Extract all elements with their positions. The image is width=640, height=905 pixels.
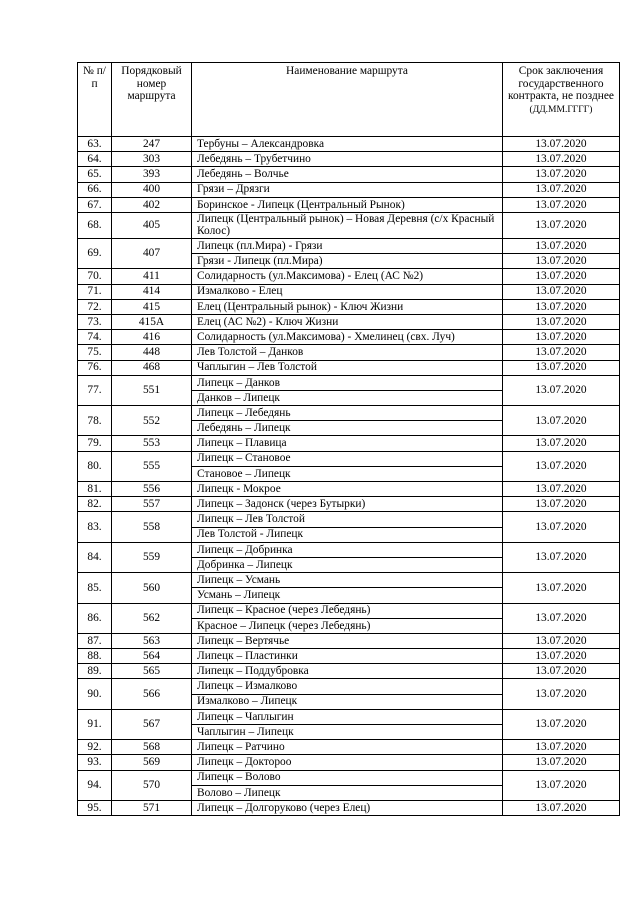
row-number: 87. — [78, 633, 112, 648]
route-name: Липецк – Поддубровка — [192, 664, 503, 679]
contract-deadline: 13.07.2020 — [503, 137, 620, 152]
table-row — [78, 451, 620, 466]
route-name: Солидарность (ул.Максимова) - Елец (АС №2) — [192, 269, 503, 284]
route-name: Добринка – Липецк — [192, 557, 503, 572]
row-number: 72. — [78, 299, 112, 314]
route-name: Солидарность (ул.Максимова) - Хмелинец (свх. Луч) — [192, 330, 503, 345]
contract-deadline: 13.07.2020 — [503, 451, 620, 481]
row-number: 66. — [78, 182, 112, 197]
contract-deadline: 13.07.2020 — [503, 633, 620, 648]
route-name: Елец (Центральный рынок) - Ключ Жизни — [192, 299, 503, 314]
table-row — [78, 406, 620, 421]
header-deadline — [503, 63, 620, 137]
route-code: 555 — [112, 451, 192, 481]
table-row — [78, 299, 620, 314]
row-number: 92. — [78, 740, 112, 755]
route-code: 415 — [112, 299, 192, 314]
route-code: 415А — [112, 314, 192, 329]
route-name: Тербуны – Александровка — [192, 137, 503, 152]
route-name: Грязи - Липецк (пл.Мира) — [192, 254, 503, 269]
route-code: 393 — [112, 167, 192, 182]
route-code: 303 — [112, 152, 192, 167]
route-name: Липецк – Долгоруково (через Елец) — [192, 800, 503, 815]
contract-deadline: 13.07.2020 — [503, 239, 620, 254]
route-code: 400 — [112, 182, 192, 197]
row-number: 82. — [78, 497, 112, 512]
table-row — [78, 330, 620, 345]
row-number: 84. — [78, 542, 112, 572]
route-name: Липецк – Лев Толстой — [192, 512, 503, 527]
table-row — [78, 197, 620, 212]
table-row — [78, 633, 620, 648]
table-row — [78, 664, 620, 679]
table-row — [78, 345, 620, 360]
row-number: 90. — [78, 679, 112, 709]
header-num: № п/п — [78, 63, 112, 137]
table-row — [78, 512, 620, 527]
contract-deadline: 13.07.2020 — [503, 512, 620, 542]
table-row — [78, 137, 620, 152]
row-number: 89. — [78, 664, 112, 679]
contract-deadline: 13.07.2020 — [503, 740, 620, 755]
route-code: 247 — [112, 137, 192, 152]
route-name: Грязи – Дрязги — [192, 182, 503, 197]
route-name: Липецк – Плавица — [192, 436, 503, 451]
table-row — [78, 800, 620, 815]
route-name: Данков – Липецк — [192, 390, 503, 405]
route-name: Липецк – Лебедянь — [192, 406, 503, 421]
route-name: Красное – Липецк (через Лебедянь) — [192, 618, 503, 633]
route-code: 556 — [112, 482, 192, 497]
route-name: Липецк – Чаплыгин — [192, 709, 503, 724]
route-code: 563 — [112, 633, 192, 648]
row-number: 67. — [78, 197, 112, 212]
route-code: 558 — [112, 512, 192, 542]
row-number: 76. — [78, 360, 112, 375]
route-name: Усмань – Липецк — [192, 588, 503, 603]
route-code: 411 — [112, 269, 192, 284]
row-number: 65. — [78, 167, 112, 182]
route-name: Боринское - Липецк (Центральный Рынок) — [192, 197, 503, 212]
route-name: Липецк – Измалково — [192, 679, 503, 694]
route-code: 562 — [112, 603, 192, 633]
route-code: 405 — [112, 212, 192, 238]
contract-deadline: 13.07.2020 — [503, 375, 620, 405]
row-number: 73. — [78, 314, 112, 329]
contract-deadline: 13.07.2020 — [503, 436, 620, 451]
contract-deadline: 13.07.2020 — [503, 770, 620, 800]
contract-deadline: 13.07.2020 — [503, 254, 620, 269]
row-number: 77. — [78, 375, 112, 405]
route-code: 568 — [112, 740, 192, 755]
row-number: 64. — [78, 152, 112, 167]
route-name: Чаплыгин – Лев Толстой — [192, 360, 503, 375]
contract-deadline: 13.07.2020 — [503, 330, 620, 345]
routes-table — [77, 62, 620, 816]
table-row — [78, 679, 620, 694]
table-row — [78, 709, 620, 724]
route-name: Липецк (пл.Мира) - Грязи — [192, 239, 503, 254]
row-number: 78. — [78, 406, 112, 436]
table-row — [78, 152, 620, 167]
row-number: 70. — [78, 269, 112, 284]
route-name: Липецк – Вертячье — [192, 633, 503, 648]
table-row — [78, 755, 620, 770]
route-code: 551 — [112, 375, 192, 405]
contract-deadline: 13.07.2020 — [503, 573, 620, 603]
route-code: 414 — [112, 284, 192, 299]
route-code: 553 — [112, 436, 192, 451]
contract-deadline: 13.07.2020 — [503, 800, 620, 815]
row-number: 68. — [78, 212, 112, 238]
route-name: Елец (АС №2) - Ключ Жизни — [192, 314, 503, 329]
row-number: 63. — [78, 137, 112, 152]
route-code: 559 — [112, 542, 192, 572]
contract-deadline: 13.07.2020 — [503, 269, 620, 284]
table-row — [78, 740, 620, 755]
route-code: 552 — [112, 406, 192, 436]
table-row — [78, 212, 620, 238]
route-name: Липецк (Центральный рынок) – Новая Деревня (с/х Красный Колос) — [192, 212, 503, 238]
table-row — [78, 167, 620, 182]
table-row — [78, 603, 620, 618]
contract-deadline: 13.07.2020 — [503, 406, 620, 436]
row-number: 91. — [78, 709, 112, 739]
table-row — [78, 542, 620, 557]
route-name: Лев Толстой - Липецк — [192, 527, 503, 542]
header-deadline-label: Срок заключения государственного контракта, не позднее — [508, 65, 614, 103]
contract-deadline: 13.07.2020 — [503, 152, 620, 167]
contract-deadline: 13.07.2020 — [503, 182, 620, 197]
contract-deadline: 13.07.2020 — [503, 345, 620, 360]
route-name: Липецк – Красное (через Лебедянь) — [192, 603, 503, 618]
contract-deadline: 13.07.2020 — [503, 299, 620, 314]
route-code: 560 — [112, 573, 192, 603]
contract-deadline: 13.07.2020 — [503, 649, 620, 664]
route-code: 557 — [112, 497, 192, 512]
route-name: Липецк - Мокрое — [192, 482, 503, 497]
table-body — [78, 137, 620, 816]
route-name: Липецк – Становое — [192, 451, 503, 466]
row-number: 81. — [78, 482, 112, 497]
route-name: Лебедянь – Липецк — [192, 421, 503, 436]
row-number: 75. — [78, 345, 112, 360]
route-name: Липецк – Данков — [192, 375, 503, 390]
table-row — [78, 770, 620, 785]
row-number: 93. — [78, 755, 112, 770]
row-number: 85. — [78, 573, 112, 603]
route-code: 571 — [112, 800, 192, 815]
table-header-row — [78, 63, 620, 137]
contract-deadline: 13.07.2020 — [503, 679, 620, 709]
row-number: 88. — [78, 649, 112, 664]
route-name: Липецк – Добринка — [192, 542, 503, 557]
contract-deadline: 13.07.2020 — [503, 755, 620, 770]
route-code: 407 — [112, 239, 192, 269]
table-row — [78, 284, 620, 299]
contract-deadline: 13.07.2020 — [503, 167, 620, 182]
route-name: Липецк – Пластинки — [192, 649, 503, 664]
table-row — [78, 360, 620, 375]
row-number: 94. — [78, 770, 112, 800]
route-code: 570 — [112, 770, 192, 800]
contract-deadline: 13.07.2020 — [503, 603, 620, 633]
route-name: Липецк – Задонск (через Бутырки) — [192, 497, 503, 512]
route-name: Лев Толстой – Данков — [192, 345, 503, 360]
table-row — [78, 269, 620, 284]
route-name: Измалково – Липецк — [192, 694, 503, 709]
route-code: 448 — [112, 345, 192, 360]
table-row — [78, 497, 620, 512]
row-number: 95. — [78, 800, 112, 815]
route-name: Липецк – Усмань — [192, 573, 503, 588]
row-number: 79. — [78, 436, 112, 451]
contract-deadline: 13.07.2020 — [503, 197, 620, 212]
table-row — [78, 573, 620, 588]
table-row — [78, 649, 620, 664]
row-number: 83. — [78, 512, 112, 542]
route-name: Липецк – Волово — [192, 770, 503, 785]
route-code: 402 — [112, 197, 192, 212]
row-number: 86. — [78, 603, 112, 633]
contract-deadline: 13.07.2020 — [503, 664, 620, 679]
route-code: 564 — [112, 649, 192, 664]
route-code: 567 — [112, 709, 192, 739]
table-row — [78, 239, 620, 254]
table-row — [78, 482, 620, 497]
row-number: 74. — [78, 330, 112, 345]
contract-deadline: 13.07.2020 — [503, 314, 620, 329]
row-number: 71. — [78, 284, 112, 299]
header-deadline-format: (ДД.ММ.ГГГГ) — [529, 104, 593, 115]
route-name: Липецк – Доктороо — [192, 755, 503, 770]
route-name: Чаплыгин – Липецк — [192, 725, 503, 740]
table-row — [78, 182, 620, 197]
contract-deadline: 13.07.2020 — [503, 212, 620, 238]
route-name: Становое – Липецк — [192, 466, 503, 481]
route-code: 565 — [112, 664, 192, 679]
route-name: Липецк – Ратчино — [192, 740, 503, 755]
route-code: 569 — [112, 755, 192, 770]
row-number: 69. — [78, 239, 112, 269]
header-route-code: Порядковый номер маршрута — [112, 63, 192, 137]
route-code: 468 — [112, 360, 192, 375]
table-row — [78, 375, 620, 390]
route-code: 566 — [112, 679, 192, 709]
contract-deadline: 13.07.2020 — [503, 709, 620, 739]
contract-deadline: 13.07.2020 — [503, 284, 620, 299]
table-row — [78, 314, 620, 329]
route-name: Волово – Липецк — [192, 785, 503, 800]
contract-deadline: 13.07.2020 — [503, 542, 620, 572]
route-name: Измалково - Елец — [192, 284, 503, 299]
header-route-name: Наименование маршрута — [192, 63, 503, 137]
contract-deadline: 13.07.2020 — [503, 360, 620, 375]
contract-deadline: 13.07.2020 — [503, 482, 620, 497]
table-row — [78, 436, 620, 451]
route-name: Лебедянь – Волчье — [192, 167, 503, 182]
contract-deadline: 13.07.2020 — [503, 497, 620, 512]
route-name: Лебедянь – Трубетчино — [192, 152, 503, 167]
row-number: 80. — [78, 451, 112, 481]
route-code: 416 — [112, 330, 192, 345]
